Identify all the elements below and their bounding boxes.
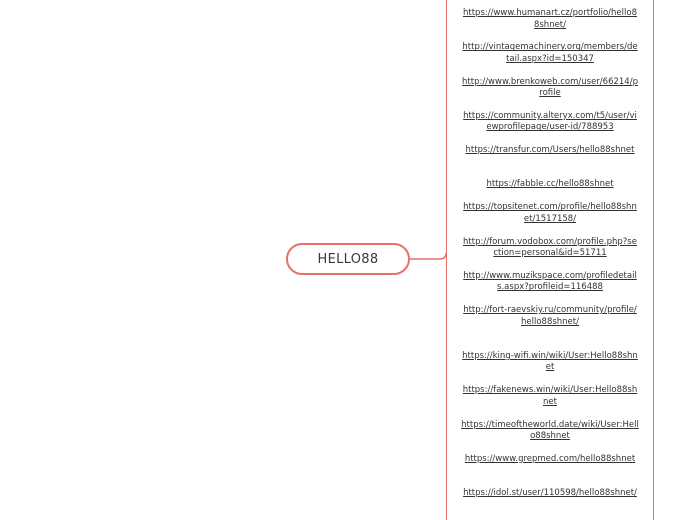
- link-item[interactable]: http://www.muzikspace.com/profiledetails.aspx?profileid=116488: [463, 270, 637, 293]
- link-item[interactable]: http://vintagemachinery.org/members/detail.aspx?id=150347: [462, 42, 638, 64]
- central-topic-node[interactable]: [286, 243, 410, 275]
- link-item[interactable]: http://fort-raevskiy.ru/community/profile/hello88shnet/: [463, 305, 637, 327]
- link-list-panel: [446, 0, 654, 520]
- central-topic-label: HELLO88: [317, 251, 379, 267]
- link-item[interactable]: https://timeoftheworld.date/wiki/User:Hello88shnet: [461, 419, 639, 442]
- link-item[interactable]: https://fabble.cc/hello88shnet: [486, 179, 614, 190]
- link-item[interactable]: https://fakenews.win/wiki/User:Hello88shnet: [462, 385, 638, 407]
- link-item[interactable]: https://topsitenet.com/profile/hello88shnet/1517158/: [463, 202, 637, 224]
- link-item[interactable]: http://www.brenkoweb.com/user/66214/profile: [462, 76, 638, 99]
- link-item[interactable]: https://transfur.com/Users/hello88shnet: [465, 145, 635, 156]
- link-item[interactable]: https://idol.st/user/110598/hello88shnet/: [463, 488, 637, 499]
- link-item[interactable]: https://www.humanart.cz/portfolio/hello88shnet/: [463, 8, 637, 30]
- link-item[interactable]: https://community.alteryx.com/t5/user/viewprofilepage/user-id/788953: [463, 110, 637, 133]
- link-item[interactable]: https://www.grepmed.com/hello88shnet: [464, 453, 636, 464]
- link-item[interactable]: https://king-wifi.win/wiki/User:Hello88shnet: [462, 350, 638, 373]
- link-item[interactable]: http://forum.vodobox.com/profile.php?section=personal&id=51711: [463, 236, 637, 259]
